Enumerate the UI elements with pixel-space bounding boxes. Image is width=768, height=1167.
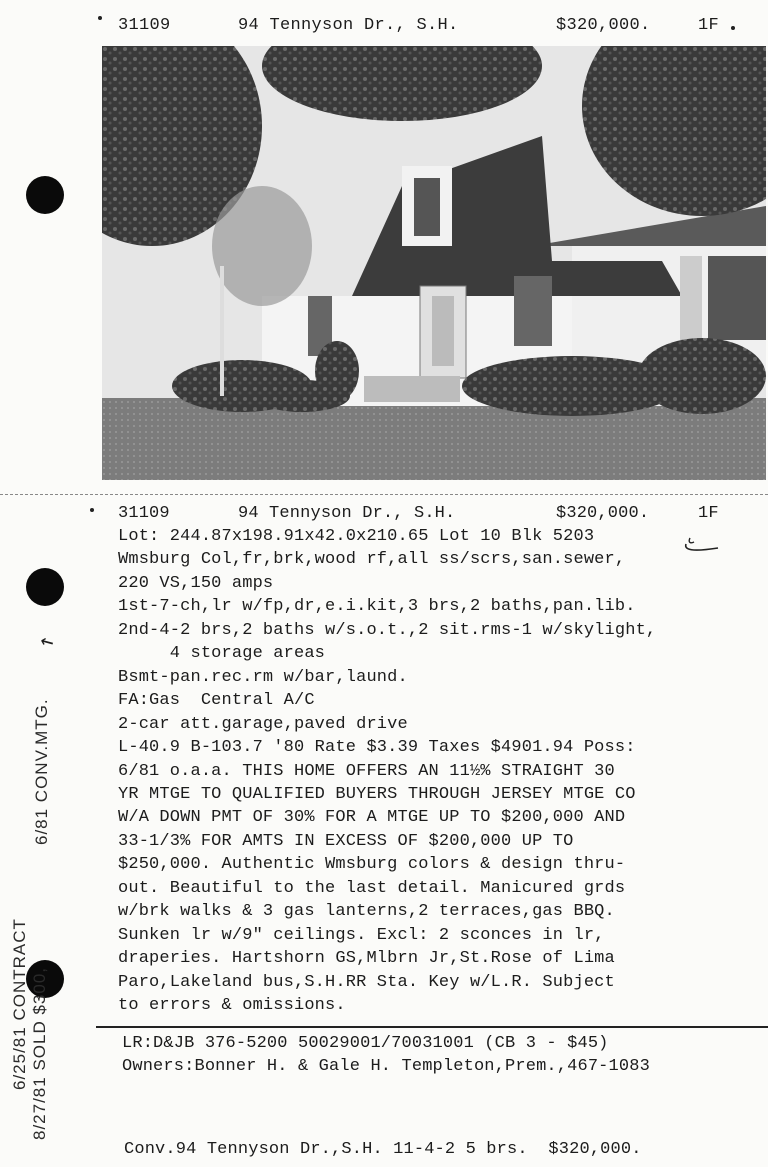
footer-summary: Conv.94 Tennyson Dr.,S.H. 11-4-2 5 brs. $320,000.: [124, 1140, 642, 1159]
card-line: 4 storage areas: [118, 644, 326, 663]
card-line: draperies. Hartshorn GS,Mlbrn Jr,St.Rose of Lima: [118, 949, 615, 968]
handwritten-check-mark: [682, 536, 722, 558]
card-line: 2nd-4-2 brs,2 baths w/s.o.t.,2 sit.rms-1 w/skylight,: [118, 621, 657, 640]
card-line: YR MTGE TO QUALIFIED BUYERS THROUGH JERSEY MTGE CO: [118, 785, 636, 804]
card-line: to errors & omissions.: [118, 996, 346, 1015]
header-listing-no: 31109: [118, 16, 171, 35]
handwritten-mortgage-note: 6/81 CONV.MTG.: [32, 698, 51, 845]
header-price: $320,000.: [556, 16, 651, 35]
card-line: 6/81 o.a.a. THIS HOME OFFERS AN 11½% STRAIGHT 30: [118, 762, 615, 781]
card-line: Lot: 244.87x198.91x42.0x210.65 Lot 10 Blk 5203: [118, 527, 595, 546]
card-price: $320,000.: [556, 504, 650, 523]
agent-line: LR:D&JB 376-5200 50029001/70031001 (CB 3 - $45): [122, 1034, 609, 1053]
card-line: $250,000. Authentic Wmsburg colors & design thru-: [118, 855, 626, 874]
header-address: 94 Tennyson Dr., S.H.: [238, 16, 459, 35]
bullet-dot: [90, 508, 94, 512]
card-line: Bsmt-pan.rec.rm w/bar,laund.: [118, 668, 408, 687]
handwritten-arrow-icon: ↖: [34, 627, 59, 656]
owners-line: Owners:Bonner H. & Gale H. Templeton,Prem.,467-1083: [122, 1057, 650, 1076]
perforation-line: [0, 494, 768, 495]
bullet-dot: [731, 26, 735, 30]
card-line: L-40.9 B-103.7 '80 Rate $3.39 Taxes $4901.94 Poss:: [118, 738, 636, 757]
card-line: 2-car att.garage,paved drive: [118, 715, 408, 734]
card-line: Sunken lr w/9" ceilings. Excl: 2 sconces in lr,: [118, 926, 605, 945]
house-photo: [102, 46, 766, 480]
bullet-dot: [98, 16, 102, 20]
card-line: 33-1/3% FOR AMTS IN EXCESS OF $200,000 UP TO: [118, 832, 574, 851]
card-line: out. Beautiful to the last detail. Manicured grds: [118, 879, 626, 898]
card-line: W/A DOWN PMT OF 30% FOR A MTGE UP TO $200,000 AND: [118, 808, 626, 827]
punch-hole: [26, 176, 64, 214]
card-line: 1st-7-ch,lr w/fp,dr,e.i.kit,3 brs,2 baths,pan.lib.: [118, 597, 636, 616]
card-divider: [96, 1026, 768, 1028]
punch-hole: [26, 568, 64, 606]
card-line: Wmsburg Col,fr,brk,wood rf,all ss/scrs,san.sewer,: [118, 550, 626, 569]
card-line: 220 VS,150 amps: [118, 574, 274, 593]
handwritten-contract-date: 6/25/81 CONTRACT: [10, 918, 29, 1090]
card-line: w/brk walks & 3 gas lanterns,2 terraces,gas BBQ.: [118, 902, 615, 921]
card-address: 94 Tennyson Dr., S.H.: [238, 504, 456, 523]
header-code: 1F: [698, 16, 720, 35]
card-line: Paro,Lakeland bus,S.H.RR Sta. Key w/L.R. Subject: [118, 973, 615, 992]
card-code: 1F: [698, 504, 719, 523]
card-line: FA:Gas Central A/C: [118, 691, 315, 710]
handwritten-sold-note: 8/27/81 SOLD $300,: [30, 966, 49, 1140]
card-listing-no: 31109: [118, 504, 170, 523]
